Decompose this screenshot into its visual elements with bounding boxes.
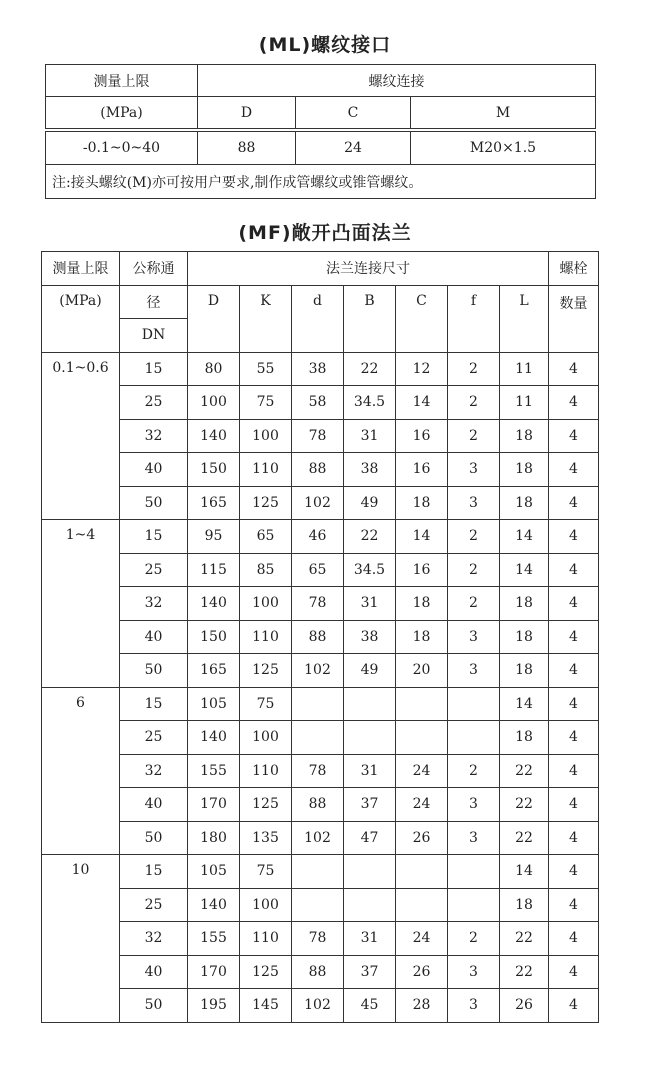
col-header-m: M [411,97,596,129]
cell-n: 4 [549,386,599,420]
ml-c-cell: 24 [296,132,411,165]
cell-f: 3 [448,486,500,520]
cell-D: 140 [188,419,240,453]
cell-K: 55 [240,352,292,386]
cell-K: 100 [240,721,292,755]
cell-L: 26 [500,989,549,1023]
mf-flange-table [41,251,599,1023]
cell-L: 22 [500,922,549,956]
cell-dn: 50 [120,821,188,855]
cell-B: 38 [344,620,396,654]
cell-C [396,855,448,889]
cell-d: 102 [292,654,344,688]
cell-d [292,888,344,922]
cell-dn: 32 [120,754,188,788]
cell-n: 4 [549,620,599,654]
cell-K: 100 [240,419,292,453]
cell-L: 18 [500,721,549,755]
table-row [42,352,599,386]
cell-dn: 50 [120,486,188,520]
cell-d: 102 [292,486,344,520]
bolt-header: 螺栓 [549,252,599,286]
cell-d: 78 [292,587,344,621]
cell-C: 12 [396,352,448,386]
table-row [42,754,599,788]
cell-D: 80 [188,352,240,386]
mf-dn-header: 公称通 [120,252,188,286]
cell-K: 110 [240,620,292,654]
mf-range-unit-header: (MPa) [42,285,120,352]
table-row [42,955,599,989]
cell-L: 14 [500,855,549,889]
cell-L: 18 [500,654,549,688]
table-row [42,654,599,688]
cell-d: 88 [292,788,344,822]
cell-f: 2 [448,922,500,956]
cell-d: 78 [292,754,344,788]
cell-d: 78 [292,922,344,956]
cell-K: 110 [240,754,292,788]
cell-n: 4 [549,855,599,889]
cell-d: 65 [292,553,344,587]
cell-n: 4 [549,419,599,453]
cell-f: 2 [448,587,500,621]
cell-D: 165 [188,654,240,688]
table-row [42,687,599,721]
cell-B: 22 [344,352,396,386]
cell-n: 4 [549,821,599,855]
cell-L: 18 [500,486,549,520]
cell-K: 75 [240,687,292,721]
cell-d: 88 [292,620,344,654]
cell-D: 155 [188,754,240,788]
cell-L: 18 [500,888,549,922]
cell-f: 2 [448,754,500,788]
mf-section-title: (MF)敞开凸面法兰 [238,222,412,244]
cell-dn: 25 [120,888,188,922]
cell-L: 11 [500,386,549,420]
table-row [42,419,599,453]
col-header-C: C [396,285,448,352]
cell-L: 18 [500,587,549,621]
flange-group-header: 法兰连接尺寸 [188,252,549,286]
cell-f: 3 [448,955,500,989]
cell-K: 65 [240,520,292,554]
cell-f: 2 [448,419,500,453]
cell-K: 110 [240,922,292,956]
cell-C [396,888,448,922]
cell-f: 3 [448,620,500,654]
cell-n: 4 [549,922,599,956]
cell-B: 34.5 [344,553,396,587]
cell-dn: 15 [120,855,188,889]
cell-d: 88 [292,955,344,989]
cell-d: 102 [292,821,344,855]
cell-f: 3 [448,989,500,1023]
col-header-d: d [292,285,344,352]
cell-L: 14 [500,520,549,554]
cell-dn: 15 [120,520,188,554]
cell-B: 31 [344,419,396,453]
cell-D: 155 [188,922,240,956]
cell-f: 3 [448,788,500,822]
cell-dn: 40 [120,453,188,487]
cell-n: 4 [549,654,599,688]
cell-B [344,721,396,755]
col-header-B: B [344,285,396,352]
ml-thread-table [45,64,596,199]
cell-D: 195 [188,989,240,1023]
cell-D: 95 [188,520,240,554]
cell-f: 2 [448,352,500,386]
col-header-c: C [296,97,411,129]
col-header-d: D [198,97,296,129]
cell-dn: 40 [120,955,188,989]
table-row [42,721,599,755]
cell-B: 34.5 [344,386,396,420]
range-unit-header: (MPa) [46,97,198,129]
cell-K: 125 [240,955,292,989]
table-row [42,989,599,1023]
cell-D: 165 [188,486,240,520]
cell-d [292,687,344,721]
cell-f [448,687,500,721]
cell-L: 11 [500,352,549,386]
table-row [42,587,599,621]
cell-D: 150 [188,620,240,654]
cell-L: 18 [500,419,549,453]
cell-C: 14 [396,386,448,420]
range-cell: 0.1~0.6 [42,352,120,520]
cell-dn: 15 [120,352,188,386]
cell-D: 170 [188,955,240,989]
mf-range-header: 测量上限 [42,252,120,286]
cell-dn: 25 [120,553,188,587]
cell-B: 37 [344,955,396,989]
table-row [42,855,599,889]
cell-K: 75 [240,855,292,889]
cell-D: 150 [188,453,240,487]
ml-section-title: (ML)螺纹接口 [258,34,392,56]
cell-f [448,855,500,889]
range-cell: 6 [42,687,120,855]
cell-D: 140 [188,721,240,755]
cell-d: 88 [292,453,344,487]
cell-L: 14 [500,553,549,587]
cell-L: 18 [500,620,549,654]
cell-L: 22 [500,955,549,989]
cell-K: 110 [240,453,292,487]
cell-n: 4 [549,553,599,587]
cell-dn: 50 [120,654,188,688]
cell-D: 105 [188,687,240,721]
cell-D: 180 [188,821,240,855]
cell-n: 4 [549,955,599,989]
cell-L: 18 [500,453,549,487]
cell-n: 4 [549,587,599,621]
cell-B [344,888,396,922]
cell-D: 140 [188,587,240,621]
cell-C: 16 [396,419,448,453]
range-cell: 1~4 [42,520,120,688]
cell-C: 16 [396,453,448,487]
range-cell: 10 [42,855,120,1023]
cell-B [344,687,396,721]
cell-n: 4 [549,486,599,520]
cell-D: 115 [188,553,240,587]
cell-C: 16 [396,553,448,587]
cell-d: 78 [292,419,344,453]
thread-group-header: 螺纹连接 [198,65,596,97]
cell-K: 135 [240,821,292,855]
cell-f [448,888,500,922]
cell-f: 2 [448,386,500,420]
cell-C: 24 [396,788,448,822]
col-header-K: K [240,285,292,352]
cell-B: 38 [344,453,396,487]
cell-K: 125 [240,486,292,520]
table-row [42,922,599,956]
cell-B: 31 [344,754,396,788]
cell-C: 24 [396,922,448,956]
col-header-f: f [448,285,500,352]
cell-C [396,721,448,755]
cell-D: 105 [188,855,240,889]
cell-C: 20 [396,654,448,688]
cell-d: 46 [292,520,344,554]
table-row [42,620,599,654]
cell-K: 85 [240,553,292,587]
col-header-L: L [500,285,549,352]
cell-D: 170 [188,788,240,822]
cell-K: 125 [240,654,292,688]
cell-f: 3 [448,654,500,688]
cell-n: 4 [549,687,599,721]
cell-B: 49 [344,654,396,688]
cell-f [448,721,500,755]
range-header: 测量上限 [46,65,198,97]
cell-d: 58 [292,386,344,420]
cell-dn: 32 [120,922,188,956]
cell-f: 2 [448,520,500,554]
cell-dn: 50 [120,989,188,1023]
ml-d-cell: 88 [198,132,296,165]
cell-B: 37 [344,788,396,822]
cell-n: 4 [549,453,599,487]
cell-dn: 40 [120,620,188,654]
cell-K: 145 [240,989,292,1023]
ml-m-cell: M20×1.5 [411,132,596,165]
cell-n: 4 [549,888,599,922]
cell-K: 100 [240,888,292,922]
cell-C: 14 [396,520,448,554]
cell-n: 4 [549,520,599,554]
cell-d [292,721,344,755]
cell-B: 22 [344,520,396,554]
table-row [42,386,599,420]
cell-B: 45 [344,989,396,1023]
cell-C: 18 [396,486,448,520]
cell-B: 47 [344,821,396,855]
cell-C: 24 [396,754,448,788]
cell-L: 22 [500,821,549,855]
cell-B: 31 [344,587,396,621]
table-row [42,821,599,855]
cell-dn: 32 [120,419,188,453]
cell-f: 3 [448,821,500,855]
cell-C: 26 [396,955,448,989]
cell-C: 28 [396,989,448,1023]
ml-range-cell: -0.1~0~40 [46,132,198,165]
cell-dn: 32 [120,587,188,621]
cell-f: 2 [448,553,500,587]
cell-K: 100 [240,587,292,621]
table-row [42,788,599,822]
table-row [42,553,599,587]
cell-B: 49 [344,486,396,520]
cell-K: 75 [240,386,292,420]
cell-n: 4 [549,989,599,1023]
cell-C: 18 [396,620,448,654]
cell-d: 38 [292,352,344,386]
cell-n: 4 [549,721,599,755]
cell-dn: 15 [120,687,188,721]
cell-B: 31 [344,922,396,956]
cell-L: 22 [500,754,549,788]
table-row [42,486,599,520]
table-row [42,888,599,922]
cell-L: 22 [500,788,549,822]
cell-d [292,855,344,889]
bolt-header-2: 数量 [549,285,599,352]
cell-C: 26 [396,821,448,855]
cell-D: 100 [188,386,240,420]
cell-n: 4 [549,352,599,386]
cell-C [396,687,448,721]
mf-dn-header-2: 径 [120,285,188,319]
cell-dn: 40 [120,788,188,822]
cell-f: 3 [448,453,500,487]
table-row [42,520,599,554]
cell-n: 4 [549,788,599,822]
col-header-D: D [188,285,240,352]
cell-D: 140 [188,888,240,922]
ml-note: 注:接头螺纹(M)亦可按用户要求,制作成管螺纹或锥管螺纹。 [46,165,596,199]
table-row [42,453,599,487]
cell-dn: 25 [120,721,188,755]
cell-K: 125 [240,788,292,822]
cell-C: 18 [396,587,448,621]
cell-n: 4 [549,754,599,788]
cell-d: 102 [292,989,344,1023]
cell-L: 14 [500,687,549,721]
cell-dn: 25 [120,386,188,420]
mf-dn-header-3: DN [120,319,188,353]
cell-B [344,855,396,889]
